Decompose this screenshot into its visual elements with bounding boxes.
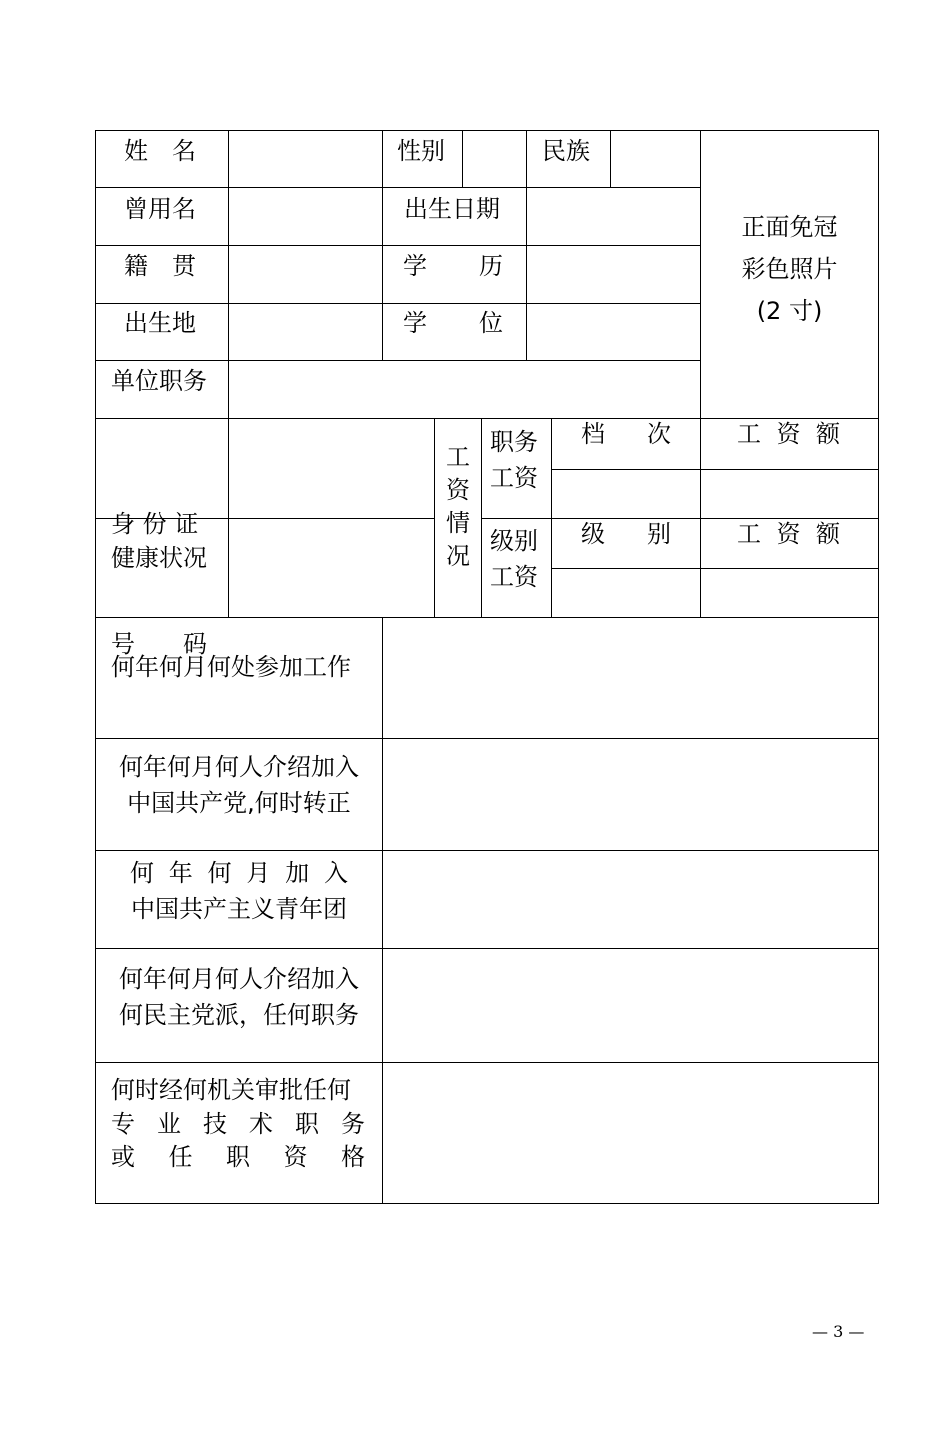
label-salary-amount-2 — [737, 516, 840, 552]
photo-placeholder — [701, 206, 878, 332]
label-grade-char: 次 — [647, 420, 671, 448]
label-level-char: 级 — [581, 520, 605, 548]
label-salary-char: 工 — [446, 443, 470, 471]
label-education-char: 历 — [479, 252, 503, 280]
rule — [526, 130, 527, 360]
label-salary-amount-char: 工 — [737, 520, 761, 548]
rule — [95, 738, 879, 739]
label-salary-char: 资 — [446, 476, 470, 504]
label-degree-char: 学 — [403, 309, 427, 337]
label-salary-amount-1 — [737, 416, 840, 452]
label-work-start: 何年何月何处参加工作 — [111, 653, 351, 681]
rule — [95, 245, 700, 246]
border-top — [95, 130, 879, 131]
label-democratic-party-line: 何民主党派，任何职务 — [119, 1001, 359, 1029]
label-salary-amount-char: 额 — [816, 420, 840, 448]
label-birthplace: 出生地 — [124, 309, 196, 337]
border-left — [95, 130, 96, 1204]
photo-line: 正面免冠 — [741, 213, 838, 241]
label-salary-amount-char: 资 — [776, 420, 801, 448]
label-level-salary-line: 工资 — [490, 563, 538, 591]
label-party-join — [96, 749, 382, 821]
label-title-char: 务 — [341, 1110, 365, 1138]
label-grade — [581, 416, 671, 452]
label-league-char: 月 — [246, 859, 271, 887]
label-level — [581, 516, 671, 552]
label-ethnicity: 民族 — [542, 137, 590, 165]
label-degree — [403, 305, 503, 341]
rule — [382, 617, 383, 1204]
label-title-char: 业 — [157, 1110, 181, 1138]
label-salary-char: 情 — [446, 509, 470, 537]
label-degree-char: 位 — [479, 309, 503, 337]
label-position-salary-line: 工资 — [490, 464, 538, 492]
page-number: — 3 — — [812, 1322, 865, 1341]
label-league-char: 加 — [285, 859, 310, 887]
border-bottom — [95, 1203, 879, 1204]
label-salary-amount-char: 工 — [737, 420, 761, 448]
rule — [610, 130, 611, 187]
label-salary-situation — [435, 441, 481, 573]
label-title-approval-line2 — [111, 1106, 365, 1142]
label-title-char: 技 — [203, 1110, 227, 1138]
label-education-char: 学 — [403, 252, 427, 280]
label-former-name: 曾用名 — [124, 195, 196, 223]
label-title-char: 术 — [249, 1110, 273, 1138]
label-native-place: 籍 贯 — [124, 252, 196, 280]
label-title-char: 专 — [111, 1110, 135, 1138]
label-league-join-line2: 中国共产主义青年团 — [131, 895, 347, 923]
label-grade-char: 档 — [581, 420, 605, 448]
label-birth-date: 出生日期 — [404, 195, 500, 223]
label-salary-amount-char: 额 — [816, 520, 840, 548]
rule — [95, 360, 700, 361]
label-party-join-line: 何年何月何人介绍加入 — [119, 753, 359, 781]
rule — [700, 130, 701, 618]
rule — [481, 418, 482, 618]
label-position-salary-line: 职务 — [490, 428, 538, 456]
label-health: 健康状况 — [111, 544, 207, 572]
rule — [95, 850, 879, 851]
label-salary-char: 况 — [446, 542, 470, 570]
rule — [95, 617, 879, 618]
label-league-char: 年 — [168, 859, 193, 887]
label-league-char: 何 — [207, 859, 232, 887]
label-title-char: 或 — [111, 1143, 135, 1171]
label-league-join-line1 — [130, 855, 348, 891]
border-right — [878, 130, 879, 1204]
label-id-number-line: 号 码 — [111, 630, 207, 658]
rule — [382, 130, 383, 360]
rule — [228, 130, 229, 618]
label-name: 姓 名 — [124, 137, 196, 165]
label-league-char: 入 — [323, 859, 348, 887]
label-title-char: 职 — [226, 1143, 250, 1171]
photo-line: 彩色照片 — [741, 255, 838, 283]
label-league-char: 何 — [130, 859, 154, 887]
rule — [551, 469, 879, 470]
label-democratic-party-line: 何年何月何人介绍加入 — [119, 965, 359, 993]
rule — [95, 303, 700, 304]
rule — [95, 1062, 879, 1063]
label-salary-amount-char: 资 — [776, 520, 801, 548]
label-id-number-line: 身 份 证 — [111, 510, 199, 538]
rule — [551, 418, 552, 618]
label-title-char: 资 — [283, 1143, 308, 1171]
label-democratic-party — [96, 961, 382, 1033]
label-title-approval-line1: 何时经何机关审批任何 — [111, 1076, 351, 1104]
photo-line: (2 寸) — [756, 297, 823, 325]
rule — [551, 568, 879, 569]
label-level-char: 别 — [647, 520, 671, 548]
label-party-join-line: 中国共产党,何时转正 — [127, 789, 351, 817]
label-unit-position: 单位职务 — [111, 367, 207, 395]
label-education — [403, 248, 503, 284]
label-level-salary-line: 级别 — [490, 527, 538, 555]
label-title-char: 任 — [168, 1143, 193, 1171]
label-position-salary — [490, 424, 538, 496]
rule — [462, 130, 463, 187]
label-title-char: 格 — [341, 1143, 365, 1171]
label-level-salary — [490, 523, 538, 595]
label-title-char: 职 — [295, 1110, 319, 1138]
rule — [95, 187, 700, 188]
label-gender: 性别 — [397, 137, 445, 165]
rule — [95, 948, 879, 949]
label-title-approval-line3 — [111, 1139, 365, 1175]
